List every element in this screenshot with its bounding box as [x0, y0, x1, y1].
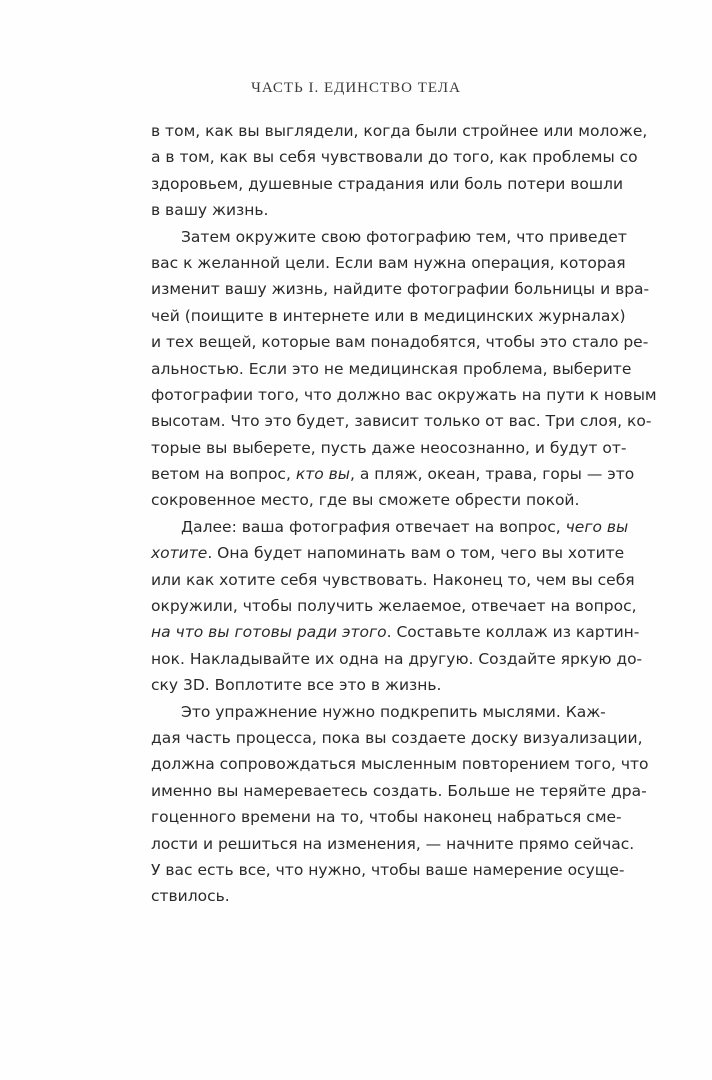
- text-segment: чей (поищите в интернете или в медицинских журналах): [151, 306, 626, 325]
- text-line: [151, 672, 563, 698]
- text-segment: в том, как вы выглядели, когда были стройнее или моложе,: [151, 122, 648, 140]
- text-segment: и тех вещей, которые вам понадобятся, чтобы это стало ре-: [151, 333, 649, 352]
- italic-segment: кто вы: [295, 465, 351, 484]
- text-segment: изменит вашу жизнь, найдите фотографии больницы и вра-: [151, 280, 650, 299]
- text-segment: альностью. Если это не медицинская проблема, выберите: [151, 359, 632, 378]
- text-segment: Это упражнение нужно подкрепить мыслями. Каж-: [181, 702, 606, 721]
- text-segment: ствилось.: [151, 887, 230, 906]
- paragraph: [151, 699, 649, 910]
- text-line: [151, 540, 625, 566]
- text-segment: вас к желанной цели. Если вам нужна операция, которая: [151, 253, 626, 272]
- text-segment: . Она будет напоминать вам о том, чего вы хотите: [207, 544, 625, 563]
- text-line: [151, 699, 606, 725]
- paragraph: [151, 514, 643, 699]
- italic-segment: на что вы готовы ради этого: [151, 623, 387, 642]
- text-line: [151, 514, 629, 540]
- text-segment: ветом на вопрос,: [151, 465, 296, 484]
- text-segment: фотографии того, что должно вас окружать на пути к новым: [151, 385, 657, 404]
- text-segment: . Составьте коллаж из картин-: [386, 623, 640, 642]
- text-line: [151, 725, 643, 751]
- text-line: [151, 118, 648, 144]
- text-segment: Далее: ваша фотография отвечает на вопрос,: [181, 517, 566, 536]
- text-line: [151, 144, 638, 170]
- running-head: ЧАСТЬ I. ЕДИНСТВО ТЕЛА: [251, 80, 461, 96]
- text-segment: здоровьем, душевные страдания или боль потери вошли: [151, 174, 624, 193]
- text-line: [151, 567, 635, 593]
- text-line: [151, 751, 649, 777]
- text-line: [151, 329, 649, 355]
- text-segment: Затем окружите свою фотографию тем, что приведет: [181, 227, 627, 246]
- italic-segment: чего вы: [565, 517, 629, 536]
- text-segment: или как хотите себя чувствовать. Наконец то, чем вы себя: [151, 570, 635, 589]
- text-segment: сокровенное место, где вы сможете обрести покой.: [151, 491, 580, 510]
- text-segment: должна сопровождаться мысленным повторением того, что: [151, 755, 649, 774]
- text-line: [151, 171, 624, 197]
- text-line: [151, 250, 626, 276]
- text-line: [151, 382, 657, 408]
- text-segment: ску 3D. Воплотите все это в жизнь.: [151, 676, 442, 695]
- text-segment: лости и решиться на изменения, — начните прямо сейчас.: [151, 834, 635, 853]
- body-text: [151, 118, 657, 910]
- text-segment: гоценного времени на то, чтобы наконец набраться сме-: [151, 808, 622, 827]
- text-line: [151, 356, 632, 382]
- text-line: [151, 883, 563, 909]
- text-segment: высотам. Что это будет, зависит только от вас. Три слоя, ко-: [151, 412, 652, 431]
- paragraph: [151, 224, 657, 514]
- text-line: [151, 408, 652, 434]
- text-line: [151, 303, 626, 329]
- text-line: [151, 435, 627, 461]
- text-segment: , а пляж, океан, трава, горы — это: [350, 465, 635, 484]
- text-line: [151, 804, 622, 830]
- text-line: [151, 197, 563, 223]
- text-segment: а в том, как вы себя чувствовали до того, как проблемы со: [151, 148, 638, 167]
- text-segment: У вас есть все, что нужно, чтобы ваше намерение осуще-: [151, 860, 625, 879]
- text-line: [151, 646, 643, 672]
- text-line: [151, 778, 647, 804]
- text-segment: торые вы выберете, пусть даже неосознанно, и будут от-: [151, 438, 627, 457]
- text-line: [151, 831, 635, 857]
- text-segment: дая часть процесса, пока вы создаете доску визуализации,: [151, 728, 643, 747]
- text-line: [151, 461, 635, 487]
- text-line: [151, 276, 650, 302]
- text-line: [151, 619, 640, 645]
- text-segment: нок. Накладывайте их одна на другую. Создайте яркую до-: [151, 649, 643, 668]
- text-segment: в вашу жизнь.: [151, 201, 269, 220]
- text-line: [151, 593, 637, 619]
- text-line: [151, 224, 627, 250]
- italic-segment: хотите: [151, 544, 208, 563]
- paragraph: [151, 118, 648, 224]
- text-line: [151, 487, 580, 513]
- text-segment: окружили, чтобы получить желаемое, отвечает на вопрос,: [151, 597, 637, 616]
- text-line: [151, 857, 625, 883]
- text-segment: именно вы намереваетесь создать. Больше не теряйте дра-: [151, 781, 647, 800]
